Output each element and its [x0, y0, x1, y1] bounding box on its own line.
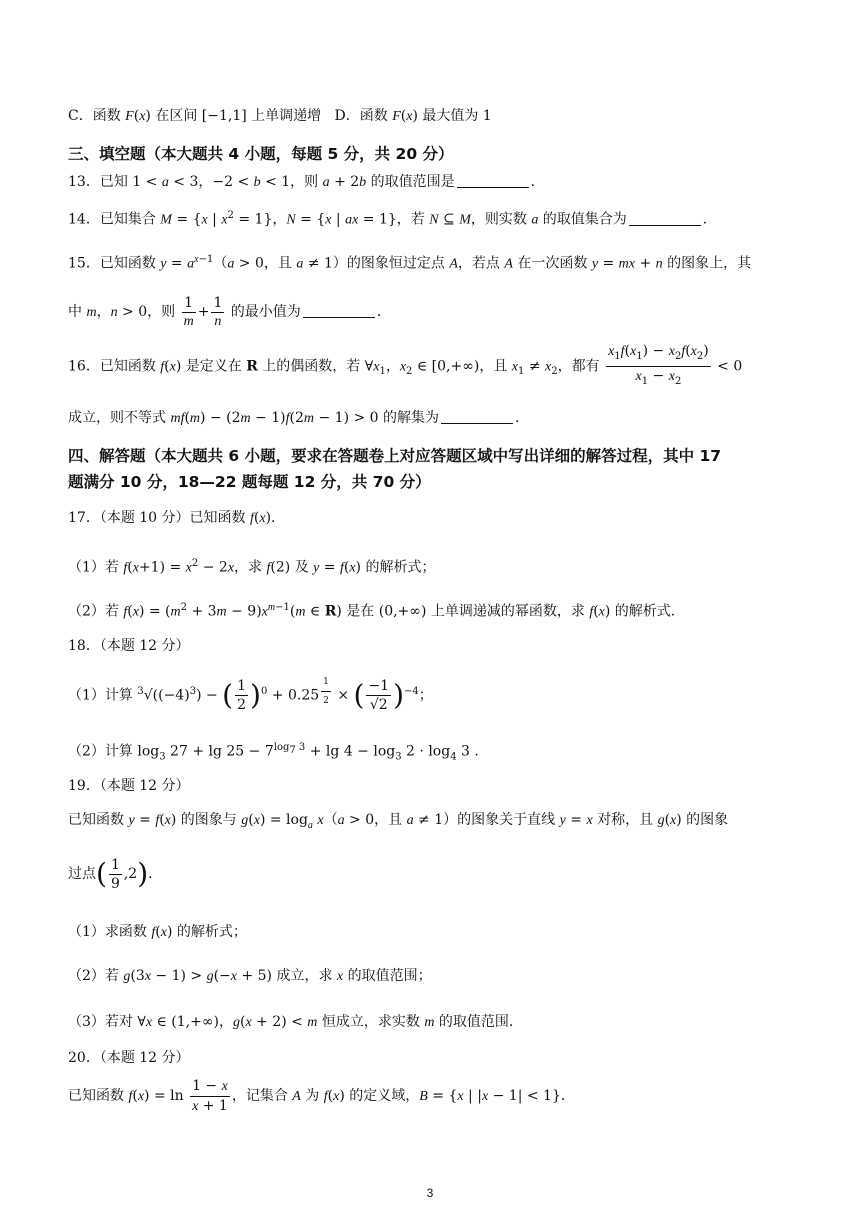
section-3-heading: 三、填空题（本大题共 4 小题，每题 5 分，共 20 分）: [68, 145, 454, 163]
question-17: 17．（本题 10 分）已知函数 f(x)．: [68, 510, 286, 526]
question-19-part-2: （2）若 g(3x − 1) > g(−x + 5) 成立，求 x 的取值范围；: [68, 968, 432, 984]
question-17-part-2: （2）若 $f(x) = (m^2 + 3m - 9)x^{m-1}(m$ ∈ R) 是在 (0,+∞) 上单调递减的幂函数，求 f(x) 的解析式．: [68, 602, 685, 620]
question-18: 18．（本题 12 分）: [68, 638, 190, 654]
question-15-line-1: 15．已知函数 $y = a^{x-1}(a > 0$，且 a ≠ 1）的图象恒过定点 A，若点 A 在一次函数 y = mx + n 的图象上，其: [68, 254, 752, 272]
question-19-stem-2: 过点( $\frac{1}{9}$ ,2)．: [68, 856, 163, 892]
question-18-part-2: （2）计算 $\log_3 27 + \lg 25 - 7^{log_7 3} + \lg 4 - \log_3 2 \cdot \log_4 3$ ．: [68, 742, 489, 763]
question-20: 20．（本题 12 分）: [68, 1050, 190, 1066]
section-4-heading-2: 题满分 10 分，18—22 题每题 12 分，共 70 分）: [68, 473, 431, 491]
question-18-part-1: （1）计算 $^3√((-4)^3)$ − ( $\frac{1}{2}$ )$^0$ + 0.25 $^{\frac{1}{2}}$ × ( $\frac{-1}{√2}$ )$^{-4}$；: [68, 668, 800, 720]
question-20-stem: 已知函数 f(x) = ln $\frac{1 - x}{x + 1}$ ，记集合 A 为 f(x) 的定义域，B = {x | |x − 1| < 1}．: [68, 1077, 575, 1114]
section-4-heading-1: 四、解答题（本大题共 6 小题，要求在答题卷上对应答题区域中写出详细的解答过程，其中 17: [68, 447, 722, 465]
page-number: 3: [426, 1186, 434, 1200]
question-14: 14．已知集合 M = {x | $x^2 = 1$}，N = {x | ax = 1}，若 N ⊆ M，则实数 a 的取值集合为 ．: [68, 210, 717, 228]
option-c-d: C．函数 F(x) 在区间 [−1,1] 上单调递增 D．函数 F(x) 最大值为 1: [68, 108, 492, 124]
question-19: 19．（本题 12 分）: [68, 778, 190, 794]
question-15-line-2: 中 m，n > 0，则 $\frac{1}{m}$ + $\frac{1}{n}$ 的最小值为 ．: [68, 294, 391, 329]
question-19-part-1: （1）求函数 f(x) 的解析式；: [68, 924, 247, 940]
question-16-line-2: 成立，则不等式 mf(m) − (2m − 1)f(2m − 1) > 0 的解集为 ．: [68, 410, 530, 426]
question-19-stem-1: 已知函数 y = f(x) 的图象与 $g(x) = \log_a x(a > 0$，且 a ≠ 1）的图象关于直线 y = x 对称，且 g(x) 的图象: [68, 812, 729, 831]
question-19-part-3: （3）若对 ∀x ∈ (1,+∞)，g(x + 2) < m 恒成立，求实数 m 的取值范围．: [68, 1014, 523, 1030]
question-16-line-1: 16．已知函数 f(x) 是定义在 R 上的偶函数，若 $\forall x_1$，$x_2$ ∈ [0,+∞)，且 $x_1 \ne x_2$，都有 $\frac{x_1f(x_1) - x_2f(x_2)}{x_1 - x_2}$ < 0: [68, 343, 743, 387]
question-13: 13．已知 1 < a < 3，−2 < b < 1，则 a + 2b 的取值范围是 ．: [68, 174, 545, 190]
question-17-part-1: （1）若 $f(x+1) = x^2 - 2x$，求 f(2) 及 y = f(x) 的解析式；: [68, 558, 436, 576]
